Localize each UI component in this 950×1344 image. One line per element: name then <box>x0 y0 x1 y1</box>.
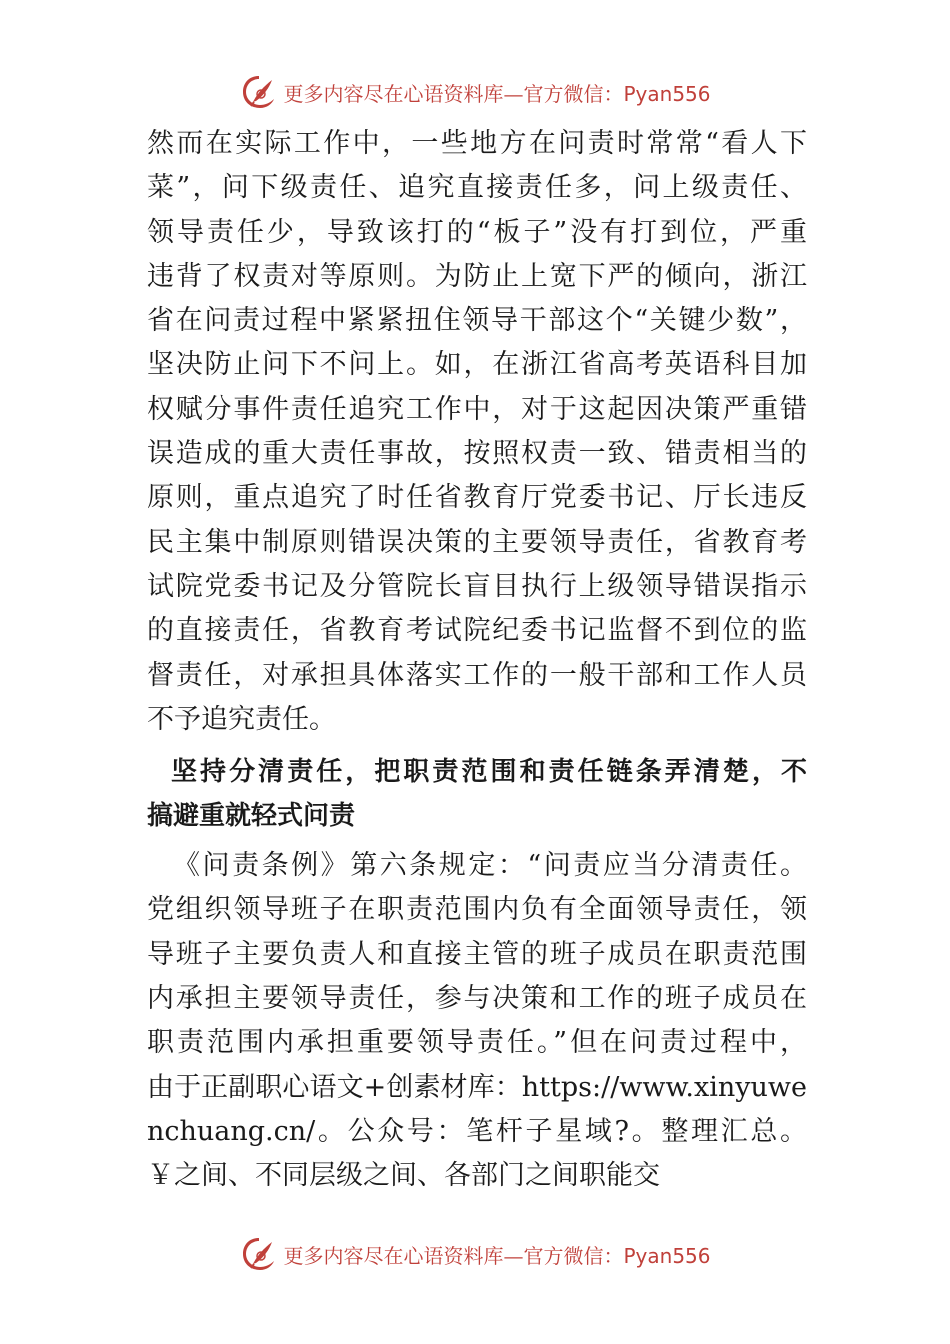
text-line: 菜”，问下级责任、追究直接责任多，问上级责任、 <box>147 172 807 204</box>
text-line: ￥之间、不同层级之间、各部门之间职能交 <box>147 1160 660 1192</box>
text-line: 坚决防止问下不问上。如，在浙江省高考英语科目加 <box>147 349 807 381</box>
footer-account: Pyan556 <box>623 1243 711 1268</box>
text-line: 职责范围内承担重要领导责任。”但在问责过程中， <box>147 1027 807 1059</box>
document-body <box>147 122 807 1199</box>
text-line: 内承担主要领导责任，参与决策和工作的班子成员在 <box>147 983 807 1015</box>
text-line: 误造成的重大责任事故，按照权责一致、错责相当的 <box>147 438 807 470</box>
heading-line-2: 搞避重就轻式问责 <box>147 801 356 832</box>
text-line: 督责任，对承担具体落实工作的一般干部和工作人员 <box>147 659 807 691</box>
header-banner <box>0 70 950 114</box>
header-account: Pyan556 <box>623 81 711 106</box>
text-line: 《问责条例》第六条规定：“问责应当分清责任。 <box>173 850 807 882</box>
quill-logo-icon <box>239 1234 279 1274</box>
header-brand-text: 更多内容尽在心语资料库—官方微信：Pyan556 <box>283 81 711 106</box>
paragraph-1 <box>147 122 807 742</box>
text-line: 不予追究责任。 <box>147 703 336 735</box>
text-line: 导班子主要负责人和直接主管的班子成员在职责范围 <box>147 938 807 970</box>
text-line: 领导责任少，导致该打的“板子”没有打到位，严重 <box>147 216 807 248</box>
text-line: 试院党委书记及分管院长盲目执行上级领导错误指示 <box>147 570 807 602</box>
quill-logo-icon <box>239 72 279 112</box>
text-line: 民主集中制原则错误决策的主要领导责任，省教育考 <box>147 526 807 558</box>
footer-banner <box>0 1232 950 1276</box>
heading-line-1: 坚持分清责任，把职责范围和责任链条弄清楚，不 <box>171 757 807 788</box>
text-line: 权赋分事件责任追究工作中，对于这起因决策严重错 <box>147 393 807 425</box>
text-line: 党组织领导班子在职责范围内负有全面领导责任，领 <box>147 894 807 926</box>
footer-brand-text: 更多内容尽在心语资料库—官方微信：Pyan556 <box>283 1243 711 1268</box>
text-line: 由于正副职心语文+创素材库：https://www.xinyuwe <box>147 1071 807 1103</box>
paragraph-2 <box>147 844 807 1198</box>
text-line: 省在问责过程中紧紧扭住领导干部这个“关键少数”， <box>147 305 807 337</box>
text-line: nchuang.cn/。公众号：笔杆子星域?。整理汇总。 <box>147 1115 807 1147</box>
text-line: 原则，重点追究了时任省教育厅党委书记、厅长违反 <box>147 482 807 514</box>
text-line: 然而在实际工作中，一些地方在问责时常常“看人下 <box>147 128 807 159</box>
section-heading <box>147 750 807 838</box>
text-line: 的直接责任，省教育考试院纪委书记监督不到位的监 <box>147 615 807 647</box>
text-line: 违背了权责对等原则。为防止上宽下严的倾向，浙江 <box>147 260 807 292</box>
